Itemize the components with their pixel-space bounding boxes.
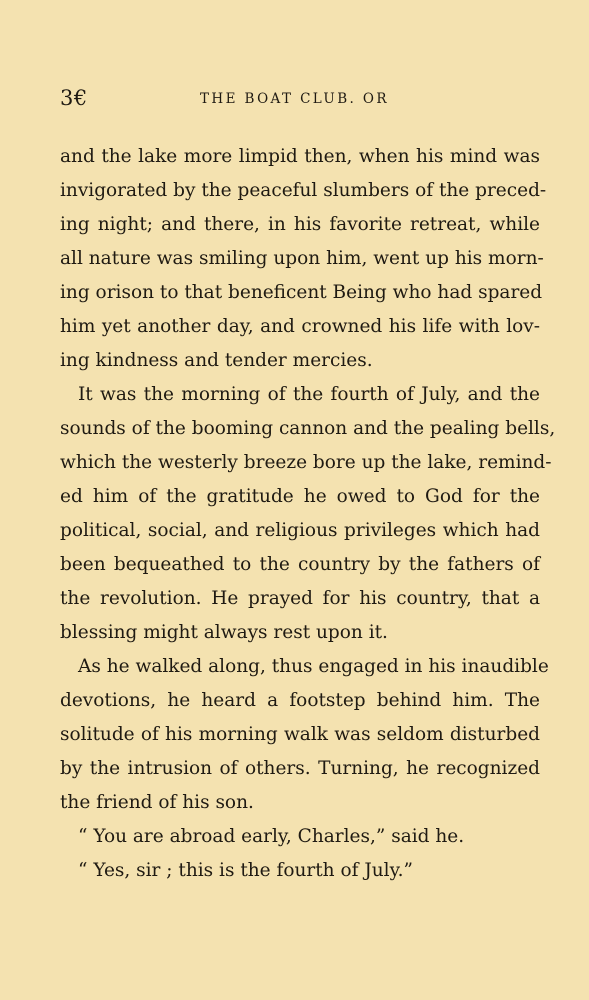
- text-line: and the lake more limpid then, when his mind was: [60, 146, 540, 167]
- text-line: by the intrusion of others. Turning, he recognized: [60, 758, 540, 779]
- paragraph-end-line: blessing might always rest upon it.: [60, 622, 388, 643]
- text-line: which the westerly breeze bore up the lake, remind-: [60, 452, 552, 473]
- text-line: ing night; and there, in his favorite retreat, while: [60, 214, 540, 235]
- text-line: him yet another day, and crowned his life with lov-: [60, 316, 540, 337]
- text-line: ed him of the gratitude he owed to God for the: [60, 486, 540, 507]
- text-line: solitude of his morning walk was seldom disturbed: [60, 724, 540, 745]
- paragraph-end-line: ing kindness and tender mercies.: [60, 350, 373, 371]
- paragraph-start-line: As he walked along, thus engaged in his inaudible: [78, 656, 549, 677]
- text-line: all nature was smiling upon him, went up his morn-: [60, 248, 544, 269]
- text-line: ing orison to that beneficent Being who had spared: [60, 282, 543, 303]
- body-text: [60, 140, 556, 888]
- paragraph-end-line: the friend of his son.: [60, 792, 254, 813]
- dialogue-line: “ Yes, sir ; this is the fourth of July.”: [78, 860, 413, 881]
- text-line: been bequeathed to the country by the fathers of: [60, 554, 540, 575]
- text-line: sounds of the booming cannon and the pealing bells,: [60, 418, 556, 439]
- text-line: the revolution. He prayed for his country, that a: [60, 588, 540, 609]
- page-number: 3€: [60, 86, 88, 110]
- text-line: devotions, he heard a footstep behind him. The: [60, 690, 540, 711]
- text-line: invigorated by the peaceful slumbers of the preced-: [60, 180, 547, 201]
- dialogue-line: “ You are abroad early, Charles,” said he.: [78, 826, 465, 847]
- running-title: THE BOAT CLUB. OR: [200, 91, 389, 107]
- running-head: [60, 82, 540, 112]
- paragraph-start-line: It was the morning of the fourth of July, and the: [78, 384, 540, 405]
- text-line: political, social, and religious privileges which had: [60, 520, 540, 541]
